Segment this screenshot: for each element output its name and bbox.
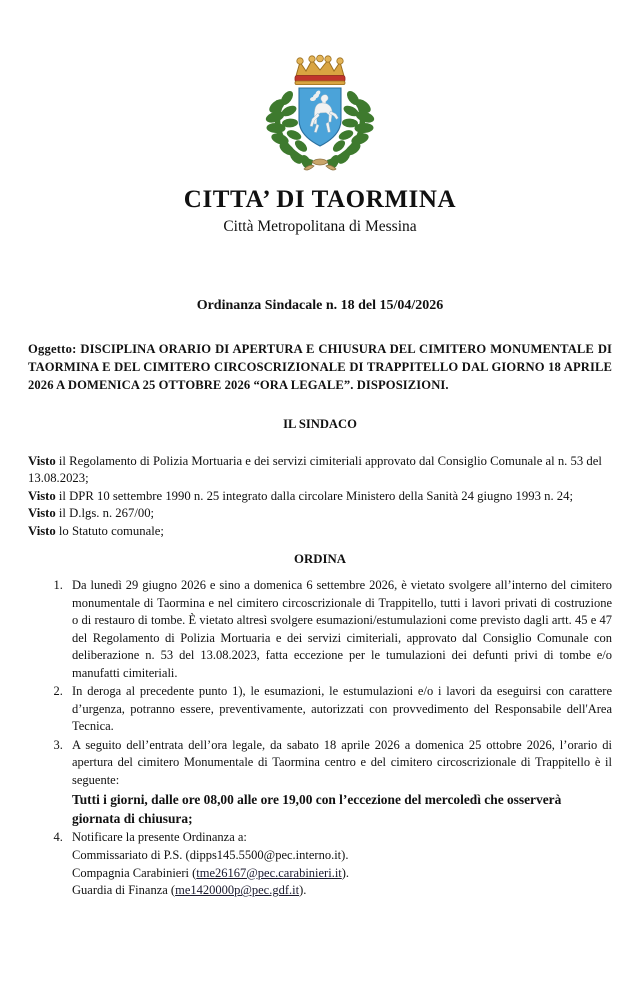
provisions-list: [28, 577, 612, 900]
page-subtitle: Città Metropolitana di Messina: [223, 217, 417, 235]
visto-text: il DPR 10 settembre 1990 n. 25 integrato dalla circolare Ministero della Sanità 24 giugno 1993 n. 24;: [55, 488, 574, 503]
subject-text: DISCIPLINA ORARIO DI APERTURA E CHIUSURA DEL CIMITERO MONUMENTALE DI TAORMINA E DEL CIMITERO CIRCOSCRIZIONALE DI TRAPPITELLO DAL GIORNO 18 APRILE 2026 A DOMENICA 25 OTTOBRE 2026 “ORA LEGALE”. DISPOSIZIONI.: [28, 342, 613, 392]
list-item: [66, 737, 612, 829]
visto-text: il D.lgs. n. 267/00;: [55, 506, 155, 521]
crest-container: [28, 0, 612, 172]
notify-row: [72, 865, 612, 883]
visto-text: lo Statuto comunale;: [55, 523, 164, 538]
page-title: CITTA’ DI TAORMINA: [183, 186, 457, 213]
notify-org: Commissariato di P.S. (: [72, 847, 190, 862]
notify-tail: ).: [299, 883, 307, 898]
subject-label: Oggetto:: [28, 342, 77, 357]
notify-email-link[interactable]: tme26167@pec.carabinieri.it: [196, 865, 342, 880]
notify-org: Guardia di Finanza (: [72, 883, 176, 898]
provision-1-text: Da lunedì 29 giugno 2026 e sino a domenica 6 settembre 2026, è vietato svolgere all’interno del cimitero monumentale di Taormina e nel cimitero circoscrizionale di Trappitello, tutti i lavori privati di costruzione o di restauro di tombe. È vietato altresì svolgere esumazioni/estumulazioni come previsto dagli artt. 45 e 47 del Regolamento di Polizia Mortuaria e dei servizi cimiteriali, approvato dal Consiglio Comunale con deliberazione n. 53 del 13.08.2023, fatta eccezione per le tumulazioni dei defunti privi di tombe e/o manufatti cimiteriali.: [72, 578, 612, 680]
notify-row: [72, 847, 612, 865]
visti-block: [28, 453, 612, 541]
ordinance-number: Ordinanza Sindacale n. 18 del 15/04/2026: [196, 298, 444, 314]
notify-email-link[interactable]: me1420000p@pec.gdf.it: [175, 883, 300, 898]
visto-label: Visto: [28, 488, 56, 503]
list-item: [66, 577, 612, 682]
notify-org: Compagnia Carabinieri (: [72, 865, 197, 880]
visto-row: [28, 488, 612, 506]
coat-of-arms-icon: [262, 54, 378, 172]
list-item: [66, 829, 612, 900]
visto-label: Visto: [28, 453, 56, 468]
notify-tail: ).: [341, 865, 350, 880]
crown-icon: [295, 55, 345, 85]
visto-row: [28, 505, 612, 523]
subject-block: [28, 341, 612, 395]
notify-row: [72, 882, 612, 900]
list-item: [66, 683, 612, 736]
provision-4-text: Notificare la presente Ordinanza a:: [72, 830, 247, 845]
provision-3-text: A seguito dell’entrata dell’ora legale, da sabato 18 aprile 2026 a domenica 25 ottobre 2026, l’orario di apertura del cimitero Monumentale di Taormina centro e del cimitero circoscrizionale di Trappitello è il seguente:: [72, 737, 612, 787]
notify-tail: ).: [341, 847, 349, 862]
provision-2-text: In deroga al precedente punto 1), le esumazioni, le estumulazioni e/o i lavori da eseguirsi con carattere d’urgenza, potranno essere, preventivamente, autorizzati con provvedimento del Responsabile dell'Area Tecnica.: [72, 684, 612, 734]
visto-row: [28, 453, 612, 488]
opening-hours-text: Tutti i giorni, dalle ore 08,00 alle ore 19,00 con l’eccezione del mercoledì che osserverà giornata di chiusura;: [72, 792, 562, 827]
notify-recipients: [72, 847, 612, 900]
visto-label: Visto: [28, 506, 56, 521]
notify-email: dipps145.5500@pec.interno.it: [189, 847, 342, 862]
visto-row: [28, 523, 612, 541]
ordina-heading: ORDINA: [294, 552, 346, 567]
authority-heading: IL SINDACO: [283, 416, 357, 431]
visto-label: Visto: [28, 523, 56, 538]
visto-text: il Regolamento di Polizia Mortuaria e dei servizi cimiteriali approvato dal Consiglio Comunale al n. 53 del 13.08.2023;: [28, 453, 602, 486]
